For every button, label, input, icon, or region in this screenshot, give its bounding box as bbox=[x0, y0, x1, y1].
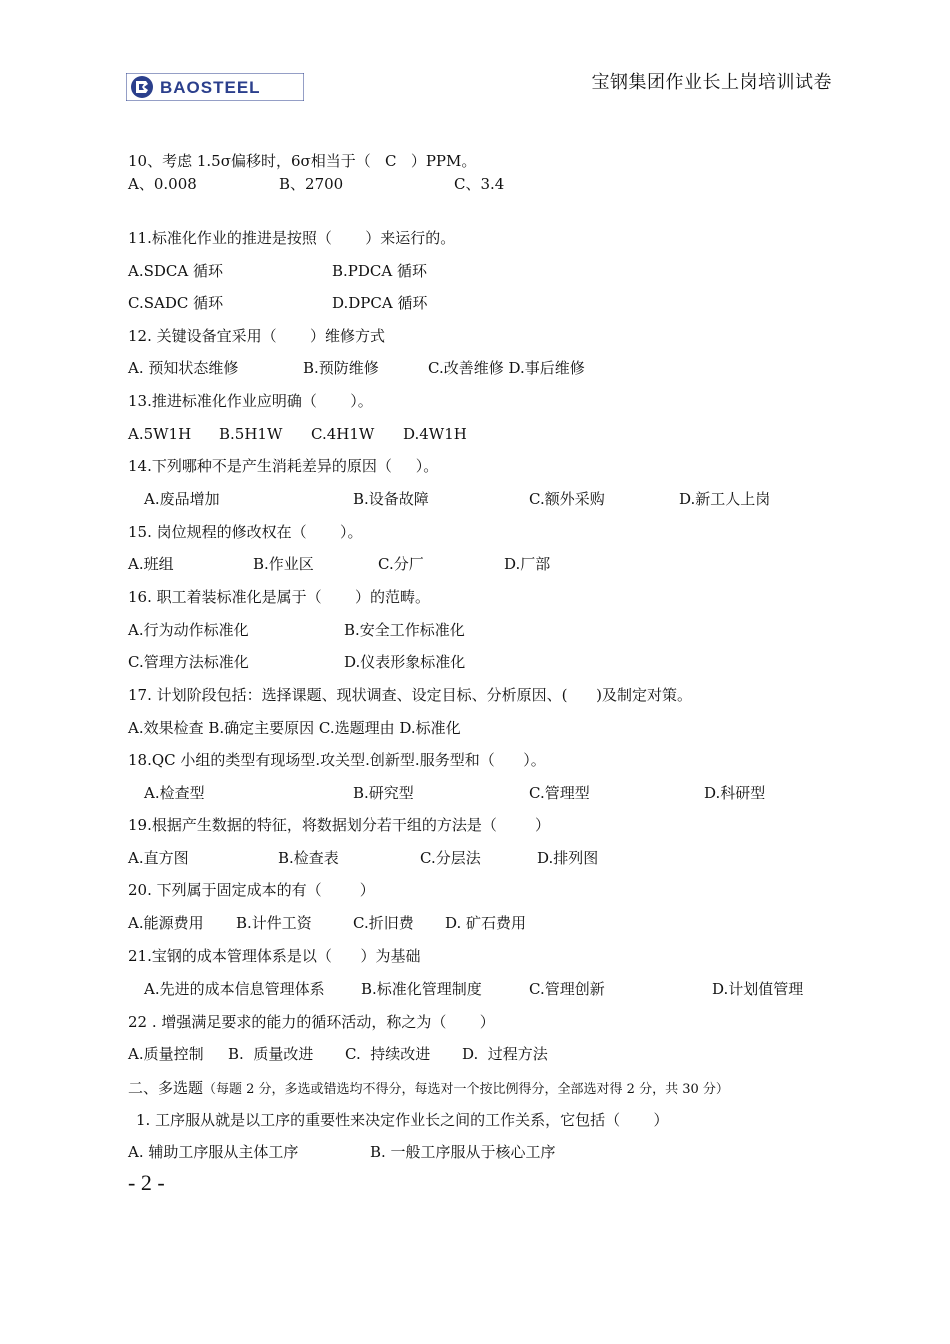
question-20-option-d: D. 矿石费用 bbox=[445, 914, 527, 932]
question-22-stem: 22 . 增强满足要求的能力的循环活动，称之为（ ） bbox=[128, 1013, 495, 1031]
page-number: - 2 - bbox=[128, 1170, 165, 1195]
question-22-option-d: D. 过程方法 bbox=[462, 1045, 548, 1063]
question-20-option-a: A.能源费用 bbox=[128, 914, 204, 932]
question-22-option-c: C. 持续改进 bbox=[345, 1045, 431, 1063]
section-2-heading bbox=[128, 1078, 729, 1100]
mc-question-1-stem: 1. 工序服从就是以工序的重要性来决定作业长之间的工作关系，它包括（ ） bbox=[136, 1111, 669, 1129]
question-22-option-a: A.质量控制 bbox=[128, 1045, 204, 1063]
question-15-stem: 15. 岗位规程的修改权在（ ）。 bbox=[128, 523, 363, 541]
question-21-option-c: C.管理创新 bbox=[529, 980, 605, 998]
section-2-scoring-note: （每题 2 分，多选或错选均不得分，每选对一个按比例得分，全部选对得 2 分，共 30 分） bbox=[203, 1082, 729, 1097]
question-19-stem: 19.根据产生数据的特征，将数据划分若干组的方法是（ ） bbox=[128, 816, 551, 834]
question-19-option-a: A.直方图 bbox=[128, 849, 189, 867]
question-15-option-b: B.作业区 bbox=[253, 555, 314, 573]
question-16-option-a: A.行为动作标准化 bbox=[128, 621, 249, 639]
question-21-option-d: D.计划值管理 bbox=[712, 980, 804, 998]
question-13-stem: 13.推进标准化作业应明确（ ）。 bbox=[128, 392, 373, 410]
question-20-stem: 20. 下列属于固定成本的有（ ） bbox=[128, 881, 375, 899]
question-22-option-b: B. 质量改进 bbox=[228, 1045, 314, 1063]
question-19-option-d: D.排列图 bbox=[537, 849, 599, 867]
question-12-option-b: B.预防维修 bbox=[303, 359, 379, 377]
section-2-title: 二、多选题 bbox=[128, 1079, 204, 1097]
question-19-option-b: B.检查表 bbox=[278, 849, 339, 867]
question-12-option-a: A. 预知状态维修 bbox=[128, 359, 239, 377]
question-11-option-b: B.PDCA 循环 bbox=[332, 262, 427, 280]
question-14-option-b: B.设备故障 bbox=[353, 490, 429, 508]
question-21-stem: 21.宝钢的成本管理体系是以（ ）为基础 bbox=[128, 947, 421, 965]
question-13-option-d: D.4W1H bbox=[403, 425, 467, 443]
document-title: 宝钢集团作业长上岗培训试卷 bbox=[591, 72, 832, 93]
question-18-option-b: B.研究型 bbox=[353, 784, 414, 802]
question-12-stem: 12. 关键设备宜采用（ ）维修方式 bbox=[128, 327, 386, 345]
question-14-stem: 14.下列哪种不是产生消耗差异的原因（ ）。 bbox=[128, 457, 439, 475]
question-16-option-c: C.管理方法标准化 bbox=[128, 653, 249, 671]
question-10-option-b: B、2700 bbox=[279, 175, 344, 193]
question-15-option-d: D.厂部 bbox=[504, 555, 551, 573]
question-10-option-c: C、3.4 bbox=[454, 175, 505, 193]
baosteel-logo-icon bbox=[126, 73, 304, 101]
logo-text: BAOSTEEL bbox=[160, 78, 261, 97]
question-15-option-c: C.分厂 bbox=[378, 555, 424, 573]
question-10-stem: 10、考虑 1.5σ偏移时，6σ相当于（ C ）PPM。 bbox=[128, 152, 477, 170]
question-13-option-c: C.4H1W bbox=[311, 425, 375, 443]
question-14-option-a: A.废品增加 bbox=[144, 490, 220, 508]
question-16-option-b: B.安全工作标准化 bbox=[344, 621, 465, 639]
question-18-option-a: A.检查型 bbox=[144, 784, 205, 802]
question-17-stem: 17. 计划阶段包括：选择课题、现状调查、设定目标、分析原因、( )及制定对策。 bbox=[128, 686, 692, 704]
question-13-option-b: B.5H1W bbox=[219, 425, 283, 443]
question-14-option-c: C.额外采购 bbox=[529, 490, 605, 508]
question-19-option-c: C.分层法 bbox=[420, 849, 481, 867]
question-11-option-c: C.SADC 循环 bbox=[128, 294, 224, 312]
question-12-option-cd: C.改善维修 D.事后维修 bbox=[428, 359, 585, 377]
question-20-option-b: B.计件工资 bbox=[236, 914, 312, 932]
question-15-option-a: A.班组 bbox=[128, 555, 174, 573]
question-16-stem: 16. 职工着装标准化是属于（ ）的范畴。 bbox=[128, 588, 431, 606]
question-17-options: A.效果检查 B.确定主要原因 C.选题理由 D.标准化 bbox=[128, 719, 461, 737]
mc-question-1-option-b: B. 一般工序服从于核心工序 bbox=[370, 1143, 556, 1161]
question-11-option-d: D.DPCA 循环 bbox=[332, 294, 428, 312]
question-16-option-d: D.仪表形象标准化 bbox=[344, 653, 466, 671]
question-18-option-d: D.科研型 bbox=[704, 784, 766, 802]
question-18-option-c: C.管理型 bbox=[529, 784, 590, 802]
question-10-option-a: A、0.008 bbox=[128, 175, 197, 193]
question-20-option-c: C.折旧费 bbox=[353, 914, 414, 932]
question-21-option-b: B.标准化管理制度 bbox=[361, 980, 482, 998]
mc-question-1-option-a: A. 辅助工序服从主体工序 bbox=[128, 1143, 299, 1161]
question-11-option-a: A.SDCA 循环 bbox=[128, 262, 223, 280]
question-18-stem: 18.QC 小组的类型有现场型.攻关型.创新型.服务型和（ ）。 bbox=[128, 751, 546, 769]
question-13-option-a: A.5W1H bbox=[128, 425, 192, 443]
question-21-option-a: A.先进的成本信息管理体系 bbox=[144, 980, 325, 998]
question-14-option-d: D.新工人上岗 bbox=[679, 490, 771, 508]
question-11-stem: 11.标准化作业的推进是按照（ ）来运行的。 bbox=[128, 229, 456, 247]
baosteel-logo bbox=[126, 73, 304, 101]
